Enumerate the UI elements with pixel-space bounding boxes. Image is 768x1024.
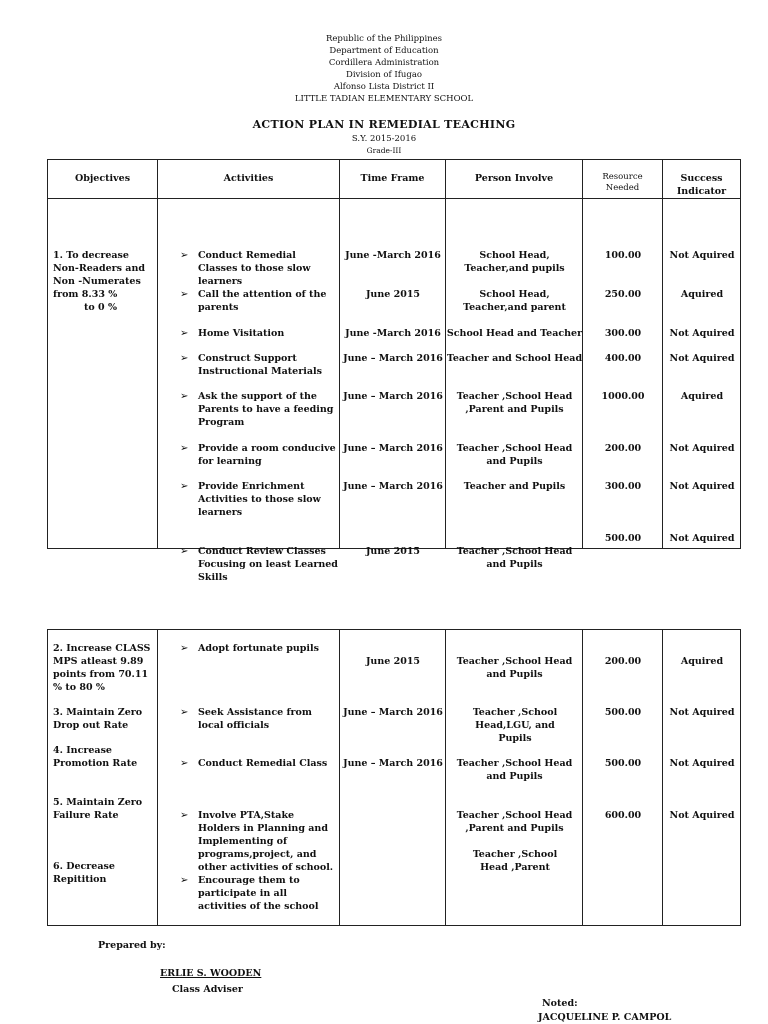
arrow-bullet-icon: ➢ [180,353,189,364]
objective-text: 2. Increase CLASS MPS atleast 9.89 points from 70.11 % to 80 % [53,643,151,693]
objective-text: 1. To decrease Non-Readers and Non -Numerates from 8.33 % [53,250,146,300]
activities-cell [158,199,340,583]
header-line-deped: Department of Education [329,46,439,56]
resource-value: 100.00 [604,250,642,261]
resource-value: 500.00 [604,707,642,718]
resource-value: 300.00 [604,328,642,339]
table-header-row [48,160,741,199]
success-value: Not Aquired [669,533,735,544]
person-value: School Head, Teacher,and pupils [464,250,565,274]
activity-item: Involve PTA,Stake Holders in Planning and Implementing of programs,project, and other activities of school. [198,810,334,873]
header-line-district: Alfonso Lista District II [333,82,435,92]
resource-value: 300.00 [604,481,642,492]
person-value: Teacher ,School Head and Pupils [456,443,573,467]
resource-cell [583,630,663,926]
time-frame-cell [340,630,446,926]
activity-item: Provide Enrichment Activities to those slow learners [198,481,321,518]
resource-value: 200.00 [604,656,642,667]
time-frame-value: June – March 2016 [343,481,443,492]
success-value: Not Aquired [669,810,735,821]
time-frame-value: June – March 2016 [343,391,443,402]
person-value: Teacher ,School Head and Pupils [456,758,573,782]
time-frame-value: June 2015 [365,289,421,300]
activity-item: Encourage them to participate in all activities of the school [198,875,319,912]
resource-value: 500.00 [604,758,642,769]
person-cell [446,199,583,570]
resource-value: 1000.00 [601,391,645,402]
time-frame-value: June 2015 [365,656,421,667]
success-cell [663,199,741,549]
objective-text: 4. Increase Promotion Rate [53,745,138,769]
header-line-school: LITTLE TADIAN ELEMENTARY SCHOOL [294,94,474,104]
person-value: School Head and Teacher [446,328,583,339]
success-value: Not Aquired [669,758,735,769]
header-line-region: Cordillera Administration [328,58,440,68]
header-success: Success Indicator [663,160,741,199]
arrow-bullet-icon: ➢ [180,443,189,454]
arrow-bullet-icon: ➢ [180,328,189,339]
arrow-bullet-icon: ➢ [180,643,189,654]
person-value: Teacher ,School Head ,Parent [472,849,558,873]
header-person: Person Involve [446,160,583,199]
person-value: School Head, Teacher,and parent [463,289,566,313]
activity-item: Home Visitation [198,328,285,339]
success-value: Not Aquired [669,443,735,454]
arrow-bullet-icon: ➢ [180,289,189,300]
prepared-by-label: Prepared by: [98,940,166,951]
header-objectives: Objectives [48,160,158,199]
header-resource: Resource Needed [583,160,663,199]
person-value: Teacher ,School Head and Pupils [456,546,573,570]
objective-cell [48,199,158,549]
objective-text: 3. Maintain Zero Drop out Rate [53,707,143,731]
activities-cell [158,630,340,926]
resource-value: 250.00 [604,289,642,300]
resource-value: 400.00 [604,353,642,364]
success-value: Aquired [680,656,724,667]
activity-item: Conduct Review Classes Focusing on least Learned Skills [198,546,338,583]
resource-value: 600.00 [604,810,642,821]
time-frame-value: June – March 2016 [343,353,443,364]
arrow-bullet-icon: ➢ [180,391,189,402]
noted-label: Noted: [542,998,578,1009]
activity-item: Conduct Remedial Classes to those slow learners [198,250,311,287]
arrow-bullet-icon: ➢ [180,481,189,492]
action-plan-table-1 [47,159,741,583]
success-value: Not Aquired [669,250,735,261]
action-plan-table-2 [47,629,741,926]
time-frame-value: June – March 2016 [343,707,443,718]
person-value: Teacher ,School Head ,Parent and Pupils [456,810,573,834]
person-cell [446,630,583,926]
arrow-bullet-icon: ➢ [180,758,189,769]
success-value: Not Aquired [669,481,735,492]
header-line-republic: Republic of the Philippines [325,34,443,44]
resource-value: 500.00 [604,533,642,544]
school-year: S.Y. 2015-2016 [351,134,417,144]
objective-tail: to 0 % [84,302,117,313]
success-value: Aquired [680,289,724,300]
person-value: Teacher and School Head [446,353,583,364]
objective-cell [48,630,158,926]
person-value: Teacher ,School Head ,Parent and Pupils [456,391,573,415]
resource-value: 200.00 [604,443,642,454]
resource-cell [583,199,663,549]
success-value: Not Aquired [669,707,735,718]
person-value: Teacher ,School Head and Pupils [456,656,573,680]
time-frame-value: June – March 2016 [343,758,443,769]
table-row [48,199,741,549]
activity-item: Seek Assistance from local officials [198,707,312,731]
objective-text: 6. Decrease Repitition [53,861,115,885]
activity-item: Adopt fortunate pupils [198,643,319,654]
grade-level: Grade-III [366,146,402,155]
arrow-bullet-icon: ➢ [180,810,189,821]
activity-item: Ask the support of the Parents to have a feeding Program [198,391,334,428]
success-value: Aquired [680,391,724,402]
activity-item: Conduct Remedial Class [198,758,328,769]
letterhead [0,33,768,105]
time-frame-value: June – March 2016 [343,443,443,454]
success-value: Not Aquired [669,328,735,339]
success-value: Not Aquired [669,353,735,364]
prepared-by-name: ERLIE S. WOODEN [160,968,262,979]
header-activities: Activities [158,160,340,199]
header-time-frame: Time Frame [340,160,446,199]
arrow-bullet-icon: ➢ [180,250,189,261]
arrow-bullet-icon: ➢ [180,875,189,886]
time-frame-value: June 2015 [365,546,421,557]
time-frame-value: June -March 2016 [345,250,441,261]
table-row [48,630,741,926]
activity-item: Provide a room conducive for learning [198,443,336,467]
document-title: ACTION PLAN IN REMEDIAL TEACHING [252,118,516,131]
person-value: Teacher and Pupils [463,481,566,492]
success-cell [663,630,741,926]
time-frame-value: June -March 2016 [345,328,441,339]
activity-item: Call the attention of the parents [198,289,327,313]
arrow-bullet-icon: ➢ [180,707,189,718]
noted-by-name: JACQUELINE P. CAMPOL [538,1012,672,1023]
objective-text: 5. Maintain Zero Failure Rate [53,797,143,821]
activity-item: Construct Support Instructional Materials [198,353,322,377]
arrow-bullet-icon: ➢ [180,546,189,557]
person-value: Teacher ,School Head,LGU, and Pupils [472,707,558,744]
header-line-division: Division of Ifugao [346,70,422,80]
time-frame-cell [340,199,446,557]
prepared-by-role: Class Adviser [172,984,243,995]
